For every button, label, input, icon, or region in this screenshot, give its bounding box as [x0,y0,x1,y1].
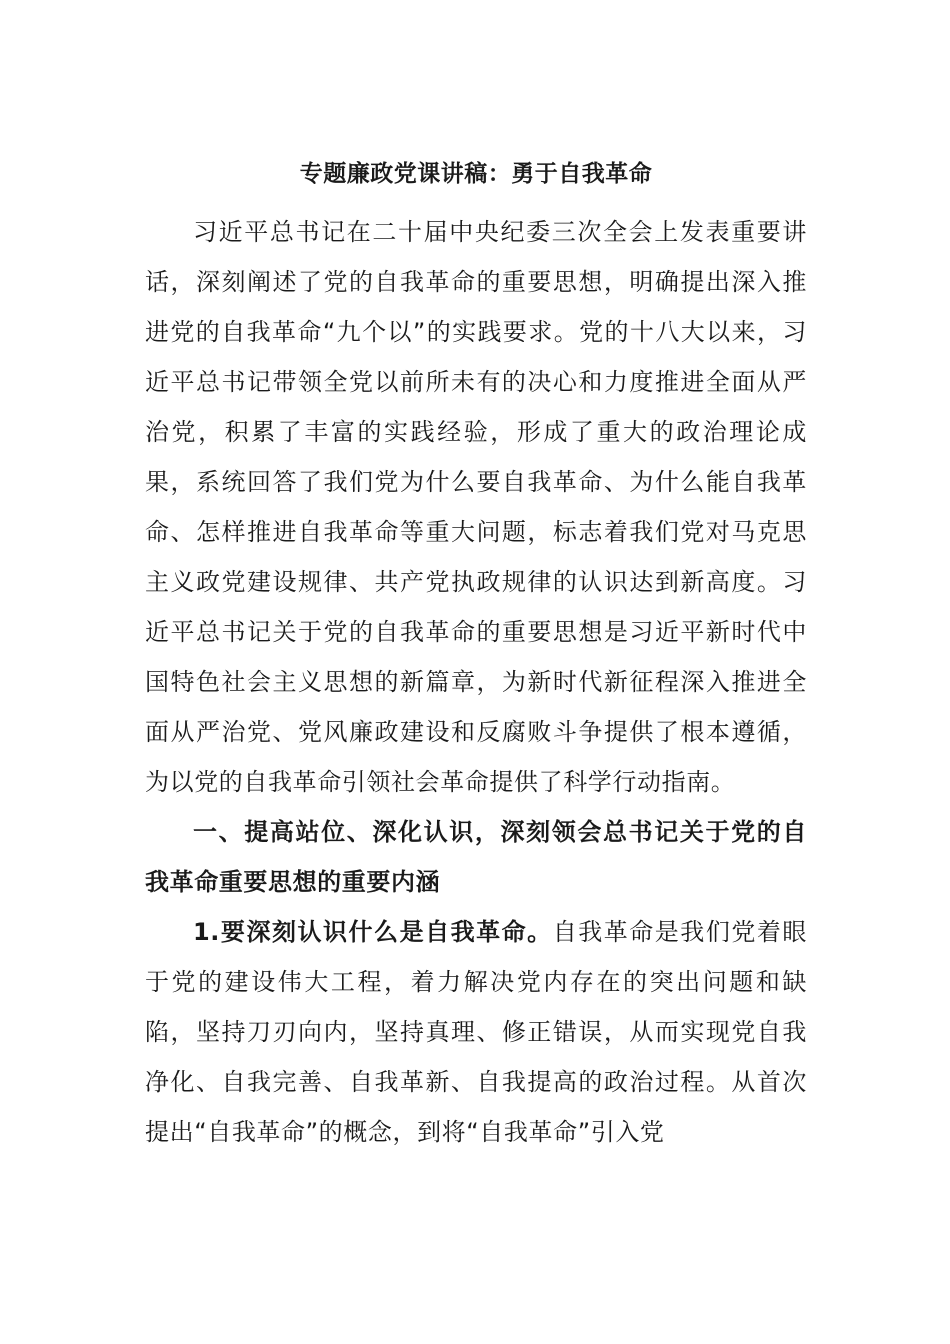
document-body [145,152,807,1157]
point-paragraph [145,907,807,1157]
point-body: 自我革命是我们党着眼于党的建设伟大工程，着力解决党内存在的突出问题和缺陷，坚持刀刃向内，坚持真理、修正错误，从而实现党自我净化、自我完善、自我革新、自我提高的政治过程。从首次提出“自我革命”的概念，到将“自我革命”引入党 [145,918,807,1146]
section-heading: 一、提高站位、深化认识，深刻领会总书记关于党的自我革命重要思想的重要内涵 [145,818,807,896]
point-lead: 1.要深刻认识什么是自我革命。 [193,918,553,946]
intro-paragraph: 习近平总书记在二十届中央纪委三次全会上发表重要讲话，深刻阐述了党的自我革命的重要思想，明确提出深入推进党的自我革命“九个以”的实践要求。党的十八大以来，习近平总书记带领全党以前所未有的决心和力度推进全面从严治党，积累了丰富的实践经验，形成了重大的政治理论成果，系统回答了我们党为什么要自我革命、为什么能自我革命、怎样推进自我革命等重大问题，标志着我们党对马克思主义政党建设规律、共产党执政规律的认识达到新高度。习近平总书记关于党的自我革命的重要思想是习近平新时代中国特色社会主义思想的新篇章，为新时代新征程深入推进全面从严治党、党风廉政建设和反腐败斗争提供了根本遵循，为以党的自我革命引领社会革命提供了科学行动指南。 [145,218,807,796]
page-title: 专题廉政党课讲稿：勇于自我革命 [299,161,653,187]
